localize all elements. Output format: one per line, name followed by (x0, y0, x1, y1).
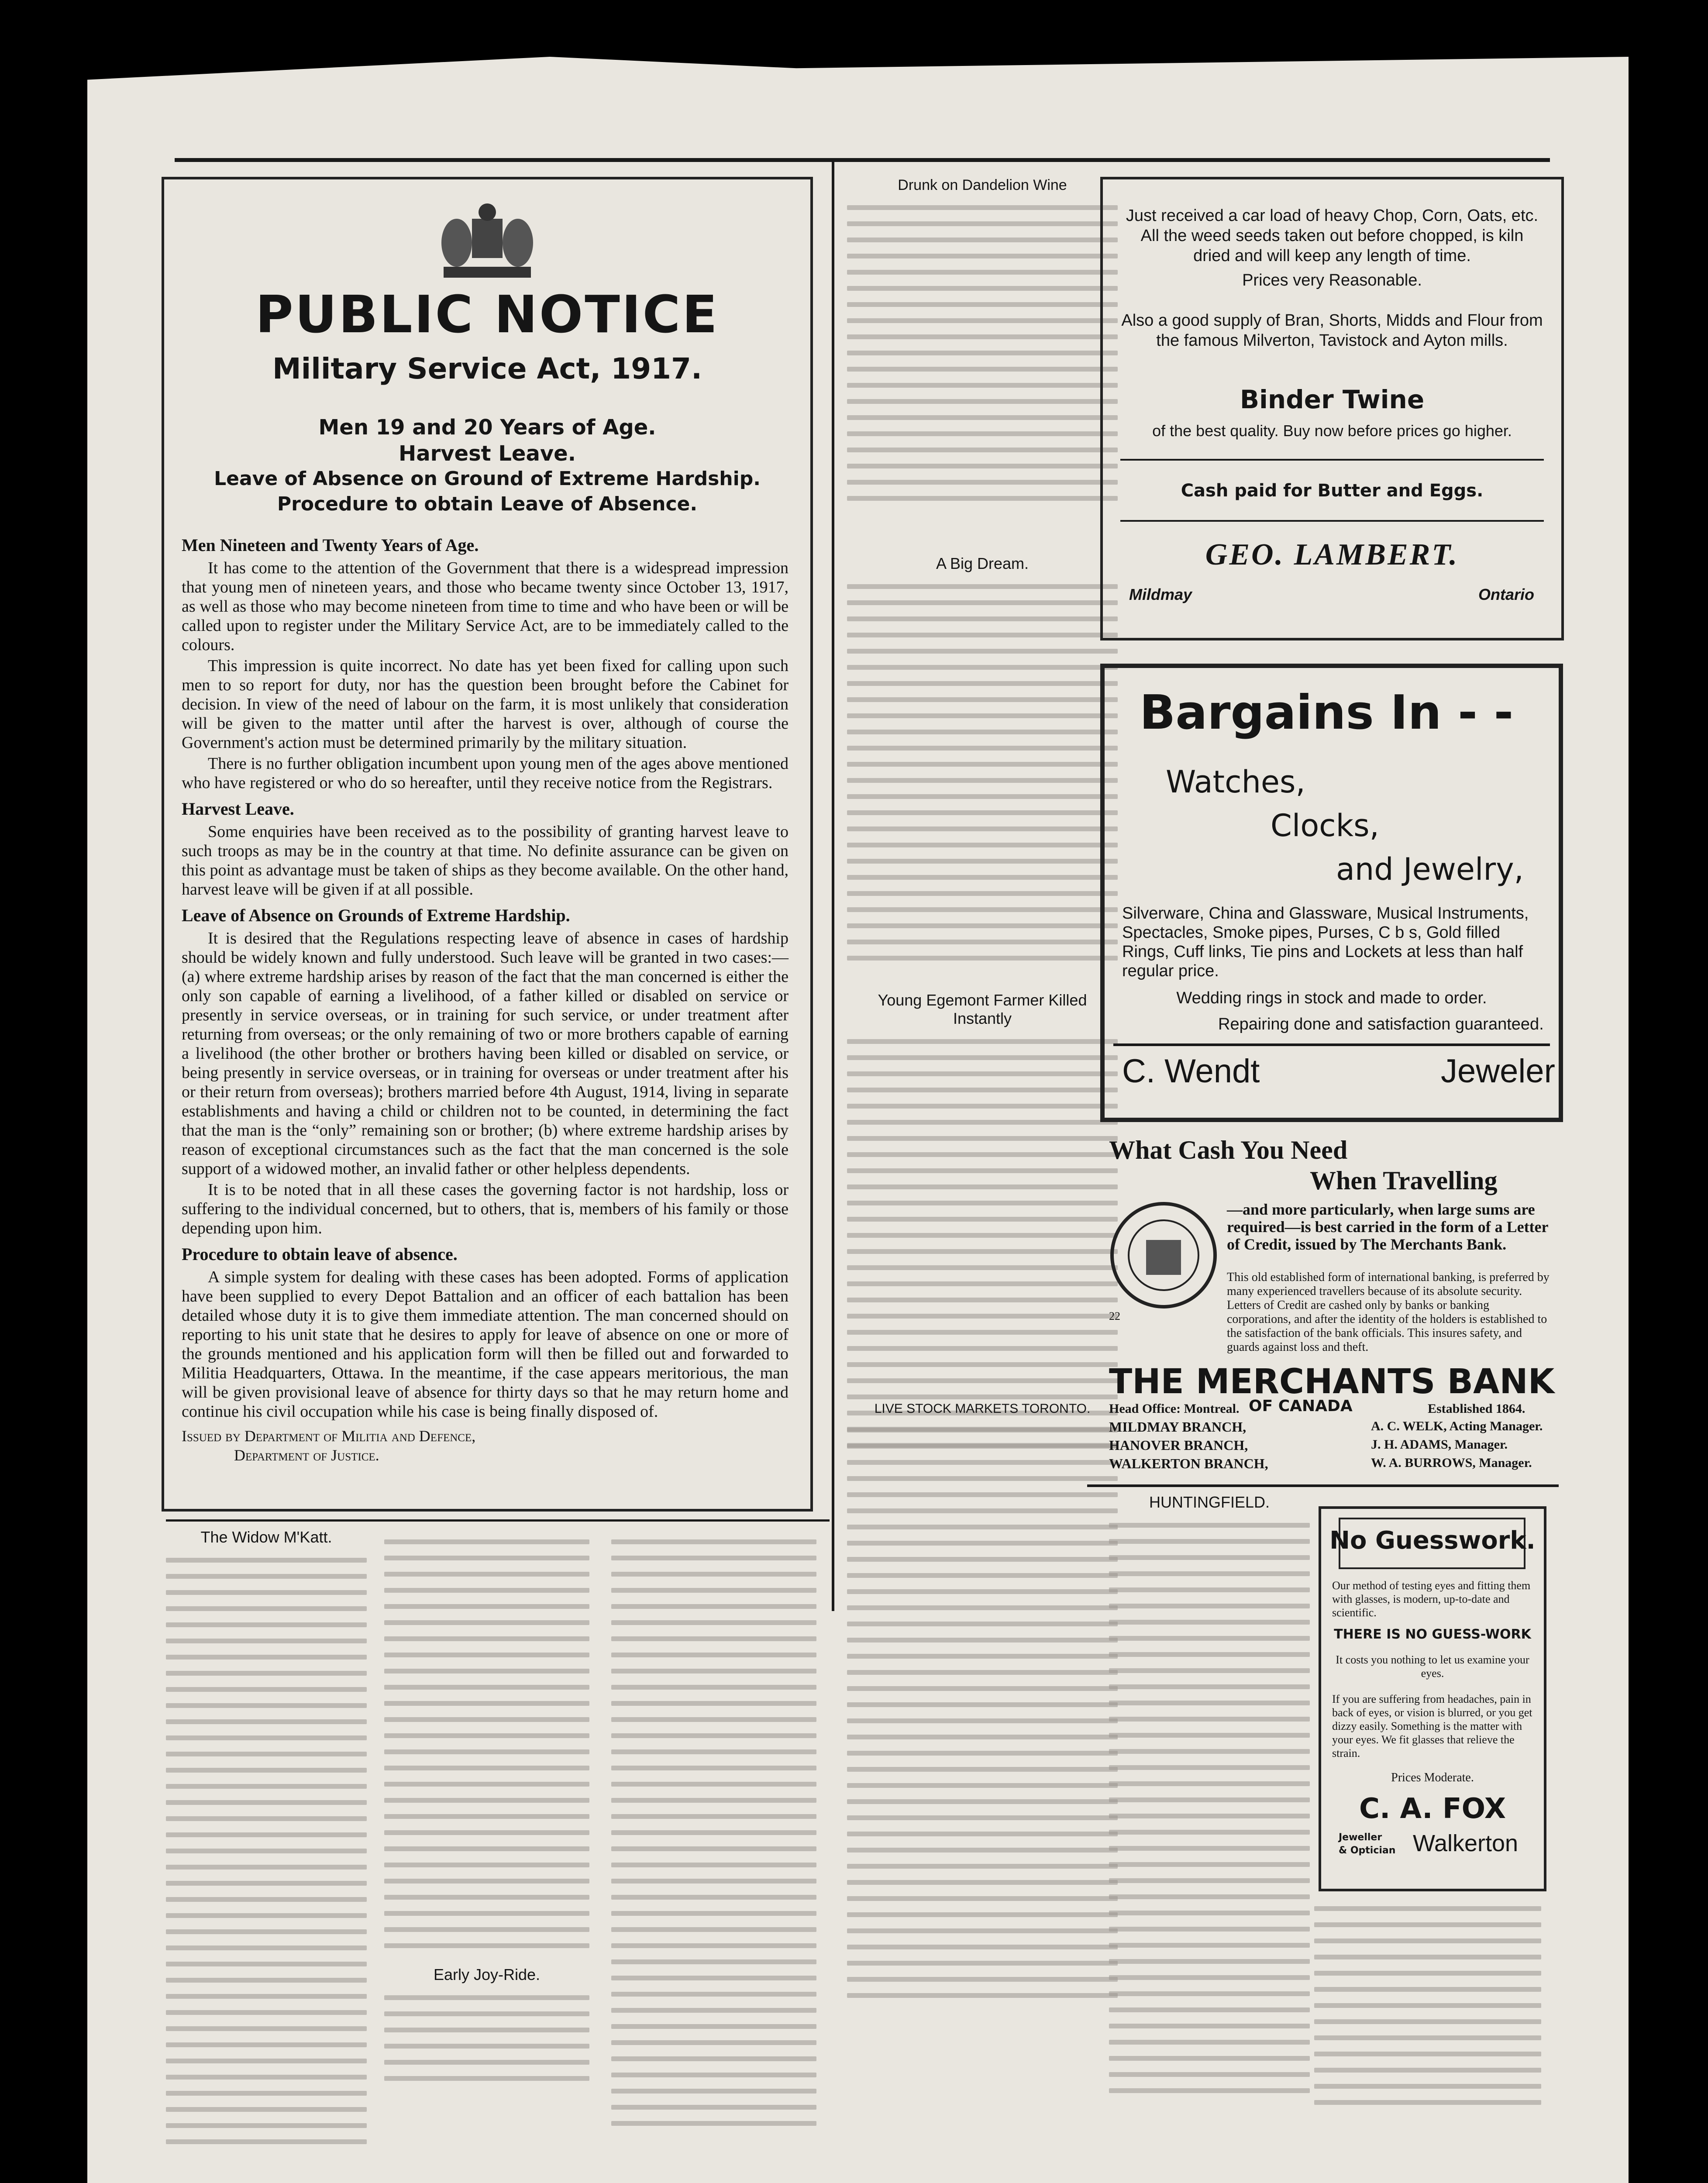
bank-branch: HANOVER BRANCH, (1109, 1437, 1248, 1453)
fox-jeweller: Jeweller (1339, 1832, 1382, 1843)
article-huntingfield (1109, 1493, 1310, 2104)
lambert-text: Also a good supply of Bran, Shorts, Midds and Flour from the famous Milverton, Tavistock and Ayton mills. (1121, 311, 1543, 350)
fox-text: Our method of testing eyes and fitting them with glasses, is modern, up-to-date and scientific. (1332, 1579, 1531, 1619)
lambert-text: Prices very Reasonable. (1242, 271, 1422, 289)
bank-manager: W. A. BURROWS, Manager. (1371, 1456, 1532, 1470)
wendt-item: Clocks, (1271, 808, 1379, 844)
article-headline: HUNTINGFIELD. (1149, 1493, 1270, 1511)
issued-by: Department of Justice. (234, 1446, 379, 1464)
section-heading: Leave of Absence on Grounds of Extreme Hardship. (182, 906, 570, 925)
issued-by: Issued by Department of Militia and Defence, (182, 1427, 476, 1445)
top-rule (175, 158, 1550, 162)
bank-established: Established 1864. (1428, 1401, 1525, 1416)
divider (1120, 520, 1544, 522)
section-heading: Procedure to obtain leave of absence. (182, 1244, 458, 1264)
fox-text: THERE IS NO GUESS-WORK (1334, 1627, 1531, 1642)
fox-title: No Guesswork. (1329, 1526, 1536, 1555)
section-heading: Harvest Leave. (182, 799, 294, 819)
notice-title: PUBLIC NOTICE (255, 284, 719, 344)
article-drunk (847, 177, 1118, 512)
section-rule (1087, 1484, 1559, 1487)
wendt-body: Silverware, China and Glassware, Musical Instruments, Spectacles, Smoke pipes, Purses, C b s, Gold filled Rings, Cuff links, Tie pins and Lockets at less than half regular price. (1122, 904, 1529, 980)
bank-ad (1100, 1135, 1563, 1480)
fox-optician: & Optician (1339, 1845, 1396, 1856)
article-headline: A Big Dream. (936, 554, 1029, 572)
lambert-text: Just received a car load of heavy Chop, Corn, Oats, etc. All the weed seeds taken out before chopped, is kiln dried and will keep any length of time. (1126, 207, 1539, 265)
paragraph: This impression is quite incorrect. No date has yet been fixed for calling upon such men to so report for duty, nor has the question been brought before the Cabinet for decision. In view of the need of labour on the farm, it is most unlikely that consideration will be given to the matter until after the harvest is over, although of course the Government's action must be determined primarily by the military situation. (182, 657, 789, 752)
wendt-name: C. Wendt (1122, 1053, 1260, 1090)
coat-of-arms-icon (430, 201, 544, 289)
notice-line: Men 19 and 20 Years of Age. (318, 415, 656, 440)
bank-headline: What Cash You Need (1109, 1136, 1348, 1164)
bank-office: Head Office: Montreal. (1109, 1401, 1240, 1416)
lambert-town: Mildmay (1129, 585, 1192, 603)
bank-name: THE MERCHANTS BANK (1109, 1362, 1555, 1401)
wendt-item: and Jewelry, (1336, 851, 1524, 887)
article-livestock (847, 1401, 1118, 2009)
bank-manager: J. H. ADAMS, Manager. (1371, 1437, 1508, 1452)
column-divider (832, 162, 834, 1611)
paragraph: It is to be noted that in all these cases the governing factor is not hardship, loss or suffering to the individual concerned, but to others, that is, members of his family or those depending upon him. (182, 1181, 789, 1237)
notice-line: Harvest Leave. (399, 441, 576, 466)
fox-name: C. A. FOX (1359, 1793, 1506, 1825)
wendt-headline: Bargains In - - (1140, 685, 1514, 740)
public-notice (162, 177, 813, 1512)
article-farmer (847, 991, 1118, 1459)
wendt-item: Watches, (1166, 764, 1305, 800)
bank-branch: MILDMAY BRANCH, (1109, 1419, 1247, 1435)
lambert-twine: Binder Twine (1240, 385, 1425, 414)
bottom-rule (166, 1519, 830, 1522)
bank-small: This old established form of international banking, is preferred by many experienced travellers because of its absolute security. Letters of Credit are cashed only by banks or banking corporations, and after the identity of the holders is established to the satisfaction of the bank officials. This insures safety, and guards against loss and theft. (1227, 1271, 1550, 1354)
divider (1120, 459, 1544, 461)
paragraph: Some enquiries have been received as to the possibility of granting harvest leave to such troops as may be in the country at that time. No definite assurance can be given on this point as advantage must be taken of ships as they become available. On the other hand, harvest leave will be given if at all possible. (182, 823, 789, 899)
paragraph: It is desired that the Regulations respecting leave of absence in cases of hardship should be widely known and fully understood. Such leave will be granted in two cases:— (a) where extreme hardship arises by reason of the fact that the man concerned is either the only son capable of earning a livelihood, of a father killed or disabled on service or presently in service overseas, or in training for such service, or under treatment after returning from overseas; or the only remaining of two or more brothers capable of earning a livelihood (the other brother or brothers having been killed or disabled on service, or being presently in service overseas, or in training for overseas or under treatment after his or their return from overseas); brothers married before 4th August, 1914, living in separate establishments and having a child or children not to be counted, in determining the fact that the man is the “only” remaining son or brother; (b) where extreme hardship arises by reason of exceptional circumstances such as the fact that the man concerned is the sole support of a widowed mother, an invalid father or other helpless dependents. (182, 929, 789, 1178)
bank-seal-icon (1109, 1201, 1218, 1310)
bank-canada: OF CANADA (1249, 1397, 1353, 1415)
bank-seal-page: 22 (1109, 1310, 1120, 1322)
article-headline: Early Joy-Ride. (433, 1966, 541, 1983)
bank-manager: A. C. WELK, Acting Manager. (1371, 1419, 1543, 1433)
article-anthrax (1314, 1895, 1541, 2116)
notice-subtitle: Military Service Act, 1917. (272, 352, 702, 386)
article-headline: Young Egemont Farmer Killed Instantly (878, 991, 1087, 1027)
wendt-trade: Jeweler (1441, 1053, 1555, 1090)
fox-text: Prices Moderate. (1391, 1771, 1474, 1784)
bank-branch: WALKERTON BRANCH, (1109, 1456, 1268, 1471)
fox-town: Walkerton (1413, 1830, 1519, 1856)
lambert-cash: Cash paid for Butter and Eggs. (1181, 481, 1484, 501)
article-headline: The Widow M'Katt. (200, 1528, 332, 1546)
fox-text: It costs you nothing to let us examine your eyes. (1336, 1653, 1529, 1680)
notice-line: Procedure to obtain Leave of Absence. (277, 493, 698, 515)
lambert-name: GEO. LAMBERT. (1205, 538, 1459, 572)
article-headline: Drunk on Dandelion Wine (898, 177, 1067, 193)
lambert-ad (1100, 177, 1564, 640)
wendt-ad (1100, 664, 1563, 1122)
lambert-text: of the best quality. Buy now before prices go higher. (1152, 422, 1512, 440)
notice-line: Leave of Absence on Ground of Extreme Hardship. (214, 468, 761, 490)
divider (1113, 1043, 1550, 1046)
article-widow-cont (384, 1528, 589, 2092)
paragraph: There is no further obligation incumbent upon young men of the ages above mentioned who have registered or who do so hereafter, until they receive notice from the Registrars. (182, 754, 789, 792)
notice-body (182, 529, 789, 1465)
paragraph: It has come to the attention of the Government that there is a widespread impression that young men of nineteen years, and those who became twenty since October 13, 1917, as well as those who may become nineteen from time to time and who have been or will be called upon to register under the Military Service Act, are to be immediately called to the colours. (182, 559, 789, 654)
article-joyride-cont (611, 1528, 816, 2137)
section-heading: Men Nineteen and Twenty Years of Age. (182, 535, 479, 555)
fox-ad (1319, 1506, 1546, 1891)
bank-headline: When Travelling (1310, 1166, 1498, 1195)
wendt-repair: Repairing done and satisfaction guaranteed. (1218, 1015, 1544, 1033)
fox-text: If you are suffering from headaches, pain in back of eyes, or vision is blurred, or you get dizzy easily. Something is the matter with your eyes. We fit glasses that relieve the strain. (1332, 1693, 1532, 1759)
article-headline: LIVE STOCK MARKETS TORONTO. (874, 1401, 1091, 1416)
lambert-province: Ontario (1478, 585, 1535, 603)
bank-body: —and more particularly, when large sums are required—is best carried in the form of a Letter of Credit, issued by The Merchants Bank. (1227, 1201, 1548, 1253)
wendt-wedding: Wedding rings in stock and made to order. (1176, 989, 1487, 1007)
article-dream (847, 554, 1118, 972)
article-widow (166, 1528, 367, 2155)
paragraph: A simple system for dealing with these cases has been adopted. Forms of application have been supplied to every Depot Battalion and an officer of each battalion has been detailed whose duty it is to give them immediate attention. The man concerned should on reporting to his unit state that he desires to apply for leave of absence on one or more of the grounds mentioned and his application form will then be filled out and forwarded to Militia Headquarters, Ottawa. In the meantime, if the case appears meritorious, the man will be given provisional leave of absence for thirty days so that he may return home and continue his civil occupation while his case is being finally disposed of. (182, 1268, 789, 1421)
